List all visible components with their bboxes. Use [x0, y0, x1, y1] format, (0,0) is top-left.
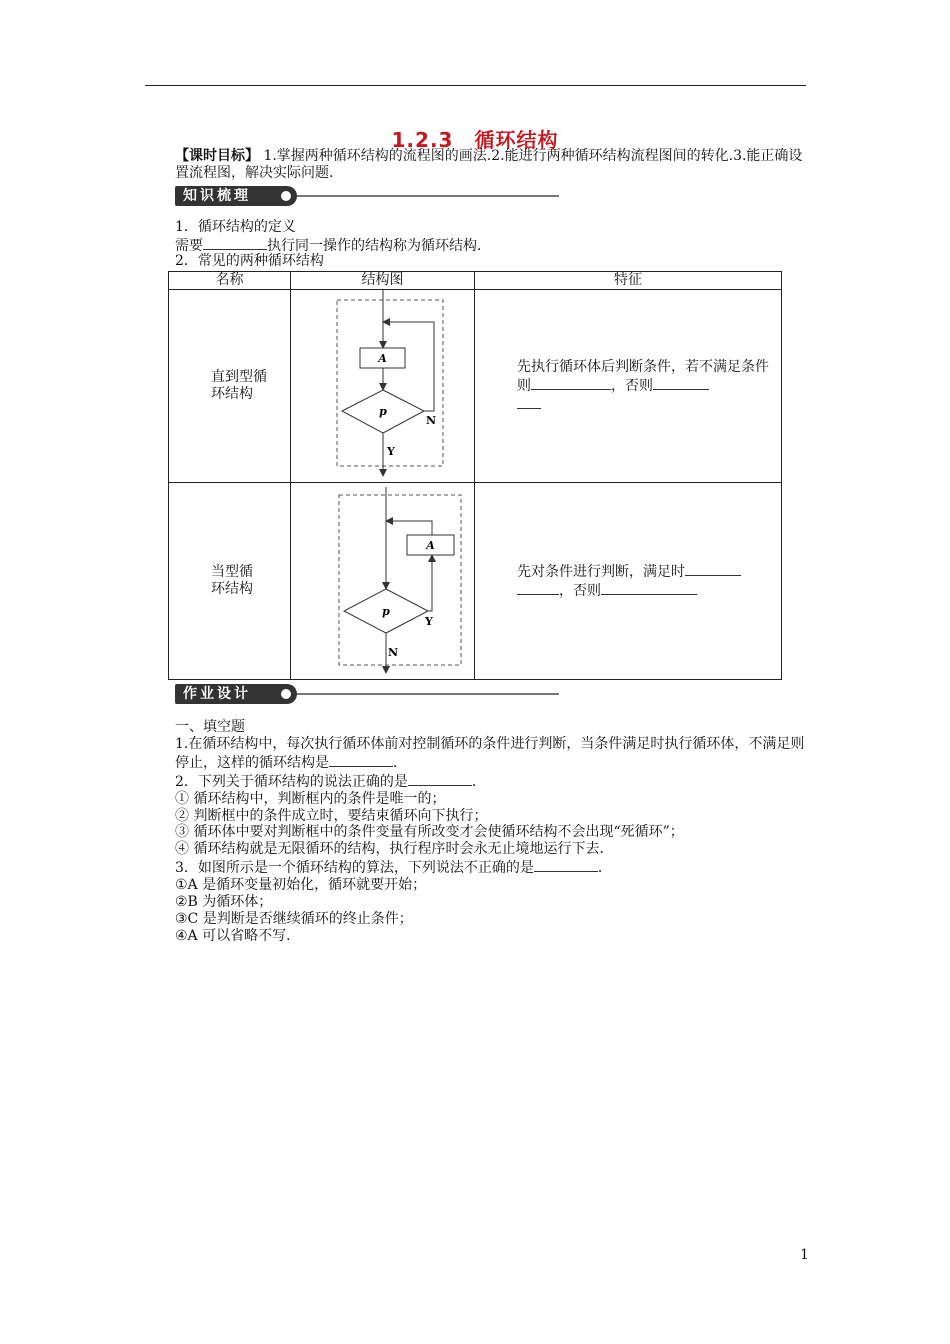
header-diagram: 结构图 — [291, 272, 475, 290]
loop-name-cell — [169, 290, 291, 483]
feature-text: ，否则 — [559, 583, 601, 599]
option: ①A 是循环变量初始化，循环就要开始； — [175, 877, 427, 894]
option: ②B 为循环体； — [175, 894, 273, 911]
answer-blank — [601, 581, 697, 595]
loop-name-line: 环结构 — [211, 581, 253, 597]
loop-branch-label: Y — [425, 615, 433, 628]
answer-blank — [408, 772, 472, 786]
feature-cell — [475, 483, 782, 680]
header-name: 名称 — [169, 272, 291, 290]
section-label: 作业设计 — [175, 684, 297, 704]
question-1 — [175, 736, 815, 772]
banner-line — [297, 693, 559, 695]
banner-dot-icon — [281, 191, 291, 201]
box-label: A — [426, 539, 435, 552]
question-text: 3．如图所示是一个循环结构的算法，下列说法不正确的是 — [175, 860, 534, 877]
until-loop-flowchart — [291, 290, 474, 478]
page-number: 1 — [800, 1247, 809, 1263]
goal-text: 1.掌握两种循环结构的流程图的画法.2.能进行两种循环结构流程图间的转化.3.能正确设置流程图，解决实际问题. — [175, 148, 803, 181]
knowledge-item2-heading: 2．常见的两种循环结构 — [175, 253, 324, 269]
table-row — [169, 290, 782, 483]
answer-blank — [653, 376, 709, 390]
option: ③ 循环体中要对判断框中的条件变量有所改变才会使循环结构不会出现“死循环”； — [175, 824, 684, 841]
loop-name-line: 当型循 — [211, 564, 253, 580]
text-fragment: 需要 — [175, 238, 203, 254]
feature-cell — [475, 290, 782, 483]
option: ④ 循环结构就是无限循环的结构，执行程序时会永无止境地运行下去． — [175, 841, 614, 858]
loop-name-line: 直到型循 — [211, 369, 267, 385]
answer-blank — [329, 753, 393, 767]
true-branch-line — [428, 555, 432, 611]
answer-blank — [534, 858, 598, 872]
answer-blank — [517, 395, 541, 409]
question-text: 1.在循环结构中，每次执行循环体前对控制循环的条件进行判断，当条件满足时执行循环体，不满足则停止，这样的循环结构是 — [175, 735, 805, 771]
header-rule — [145, 85, 806, 86]
answer-blank — [531, 376, 611, 390]
while-loop-flowchart — [291, 483, 474, 675]
feature-text: 先对条件进行判断，满足时 — [517, 564, 685, 580]
option: ② 判断框中的条件成立时，要结束循环向下执行； — [175, 807, 488, 824]
question-text: 2．下列关于循环结构的说法正确的是 — [175, 773, 408, 790]
knowledge-item1-heading: 1．循环结构的定义 — [175, 219, 296, 235]
cond-label: p — [379, 405, 387, 418]
part-heading: 一、填空题 — [175, 719, 245, 735]
dashed-frame — [337, 300, 443, 466]
banner-dot-icon — [281, 689, 291, 699]
answer-blank — [203, 236, 267, 250]
header-feature: 特征 — [475, 272, 782, 290]
back-branch-label: N — [426, 414, 437, 427]
lesson-goal — [175, 148, 815, 182]
answer-blank — [685, 562, 741, 576]
exit-branch-label: N — [388, 646, 399, 659]
loop-name-line: 环结构 — [211, 386, 253, 402]
question-end: ． — [471, 773, 486, 790]
banner-line — [297, 195, 559, 197]
loop-name-cell — [169, 483, 291, 680]
question-3 — [175, 858, 815, 877]
option: ① 循环结构中，判断框内的条件是唯一的； — [175, 790, 446, 807]
cond-label: p — [382, 605, 390, 618]
section-banner-homework — [175, 684, 560, 704]
table-header-row — [169, 272, 782, 290]
section-label: 知识梳理 — [175, 186, 297, 206]
diagram-cell — [291, 483, 475, 680]
question-end: ． — [597, 860, 612, 877]
return-line — [386, 521, 432, 535]
feature-text: 先执行循环体后判断条件，若不满足条件则 — [517, 358, 769, 394]
page-title: 1.2.3 循环结构 — [391, 128, 559, 152]
option: ④A 可以省略不写． — [175, 927, 301, 944]
goal-tag: 【课时目标】 — [175, 148, 259, 164]
option: ③C 是判断是否继续循环的终止条件； — [175, 910, 413, 927]
exit-branch-label: Y — [387, 445, 395, 458]
question-end: ． — [393, 754, 407, 771]
section-banner-knowledge — [175, 186, 560, 206]
homework-section — [175, 719, 815, 945]
feature-text: ，否则 — [611, 377, 653, 394]
table-row — [169, 483, 782, 680]
answer-blank — [517, 581, 559, 595]
text-fragment: 执行同一操作的结构称为循环结构． — [267, 238, 491, 254]
box-label: A — [378, 352, 387, 365]
diagram-cell — [291, 290, 475, 483]
question-2 — [175, 772, 815, 791]
loop-structure-table — [168, 271, 782, 680]
